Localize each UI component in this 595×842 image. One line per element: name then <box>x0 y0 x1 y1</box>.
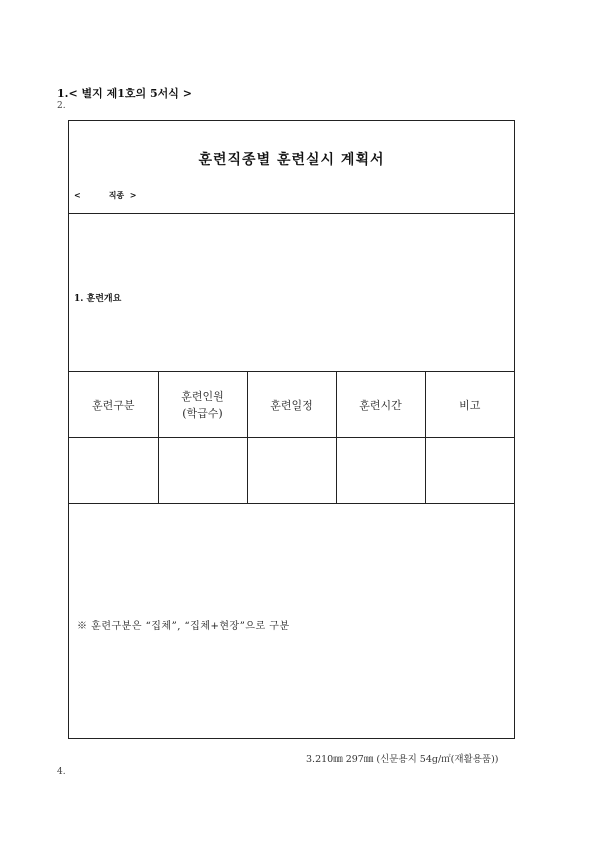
form-number-heading: 1.< 별지 제1호의 5서식 > <box>57 87 192 100</box>
form-container <box>68 120 515 739</box>
job-type-row <box>74 190 136 201</box>
cell-category[interactable] <box>69 438 158 504</box>
job-open-bracket: < <box>74 190 81 200</box>
cell-schedule[interactable] <box>247 438 336 504</box>
col-header-headcount: 훈련인원 (학급수) <box>158 372 247 438</box>
divider-title <box>69 213 514 214</box>
cell-hours[interactable] <box>336 438 425 504</box>
job-close-bracket: > <box>129 190 137 200</box>
section-overview-label: 1. 훈련개요 <box>74 294 122 304</box>
training-table <box>69 371 514 504</box>
table-row <box>69 438 514 504</box>
col-header-category: 훈련구분 <box>69 372 158 438</box>
job-type-label: 직종 <box>108 190 125 200</box>
form-title: 훈련직종별 훈련실시 계획서 <box>198 152 385 168</box>
cell-remarks[interactable] <box>425 438 514 504</box>
col-header-schedule: 훈련일정 <box>247 372 336 438</box>
paper-spec: 3.210㎜ 297㎜ (신문용지 54g/㎡(재활용품)) <box>306 754 499 765</box>
col-header-hours: 훈련시간 <box>336 372 425 438</box>
cell-headcount[interactable] <box>158 438 247 504</box>
category-note: ※ 훈련구분은 “집체”, “집체+현장”으로 구분 <box>77 621 290 632</box>
col-header-remarks: 비고 <box>425 372 514 438</box>
item-number: 2. <box>57 101 66 111</box>
page-marker: 4. <box>57 767 66 777</box>
